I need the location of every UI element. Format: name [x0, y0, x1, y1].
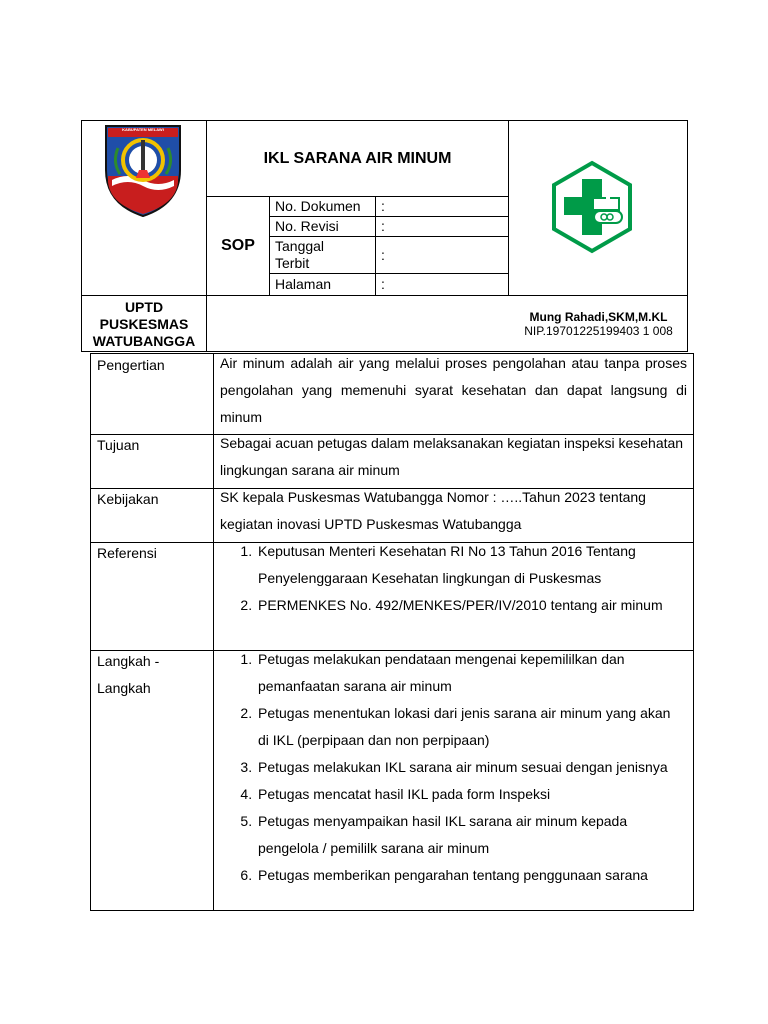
divider	[508, 120, 509, 296]
kebijakan-text: SK kepala Puskesmas Watubangga Nomor : …..Tahun 2023 tentang kegiatan inovasi UPTD Puskesmas Watubangga	[220, 489, 646, 532]
meta-value-no-revisi: :	[381, 218, 385, 234]
signer-nip: NIP.19701225199403 1 008	[524, 324, 673, 338]
organization-name	[82, 296, 206, 352]
pengertian-label: Pengertian	[97, 357, 165, 373]
puskesmas-logo	[540, 158, 644, 256]
health-cross-icon	[544, 159, 640, 255]
list-item: 1. Petugas melakukan pendataan mengenai kepemililkan dan pemanfaatan sarana air minum	[256, 646, 684, 700]
langkah-label-line-2: Langkah	[97, 680, 151, 696]
list-item: 5. Petugas menyampaikan hasil IKL sarana air minum kepada pengelola / pemililk sarana air minum	[256, 808, 684, 862]
meta-label-tanggal-terbit: Tanggal Terbit	[275, 238, 325, 271]
regency-logo	[96, 122, 190, 218]
kebijakan-label: Kebijakan	[97, 491, 159, 507]
document-title: IKL SARANA AIR MINUM	[263, 149, 452, 167]
langkah-label	[91, 645, 213, 705]
meta-label-halaman: Halaman	[275, 276, 332, 292]
sop-label: SOP	[221, 237, 255, 254]
meta-label-no-revisi: No. Revisi	[275, 218, 339, 234]
langkah-list-wrap	[214, 646, 684, 910]
meta-value-halaman: :	[381, 276, 385, 292]
list-item: 1. Keputusan Menteri Kesehatan RI No 13 Tahun 2016 Tentang Penyelenggaraan Kesehatan lingkungan di Puskesmas	[256, 538, 684, 592]
referensi-list-wrap	[214, 538, 684, 650]
org-line-3: WATUBANGGA	[92, 332, 196, 349]
tujuan-text: Sebagai acuan petugas dalam melaksanakan kegiatan inspeksi kesehatan lingkungan sarana air minum	[220, 435, 684, 478]
list-item: 4. Petugas mencatat hasil IKL pada form Inspeksi	[256, 781, 684, 808]
signer-name: Mung Rahadi,SKM,M.KL	[529, 310, 668, 324]
org-line-2: PUSKESMAS	[99, 315, 189, 332]
tujuan-label: Tujuan	[97, 437, 140, 453]
langkah-label-line-1: Langkah -	[97, 653, 160, 669]
meta-label-no-dokumen: No. Dokumen	[275, 198, 361, 214]
referensi-label: Referensi	[97, 545, 157, 561]
pengertian-text: Air minum adalah air yang melalui proses pengolahan atau tanpa proses pengolahan yang memenuhi syarat kesehatan dan dapat langsung di minum	[220, 355, 687, 425]
meta-value-tanggal-terbit: :	[381, 246, 385, 263]
org-line-1: UPTD	[124, 298, 164, 315]
referensi-list	[214, 538, 684, 619]
regency-emblem-icon	[98, 122, 188, 218]
meta-value-no-dokumen: :	[381, 198, 385, 214]
list-item: 6. Petugas memberikan pengarahan tentang penggunaan sarana	[256, 862, 684, 889]
signer-block	[509, 296, 688, 352]
list-item: 3. Petugas melakukan IKL sarana air minum sesuai dengan jenisnya	[256, 754, 684, 781]
logo-caption: KABUPATEN MELAWI	[122, 127, 164, 132]
list-item: 2. PERMENKES No. 492/MENKES/PER/IV/2010 tentang air minum	[256, 592, 684, 619]
langkah-list	[214, 646, 684, 889]
list-item: 2. Petugas menentukan lokasi dari jenis sarana air minum yang akan di IKL (perpipaan dan non perpipaan)	[256, 700, 684, 754]
